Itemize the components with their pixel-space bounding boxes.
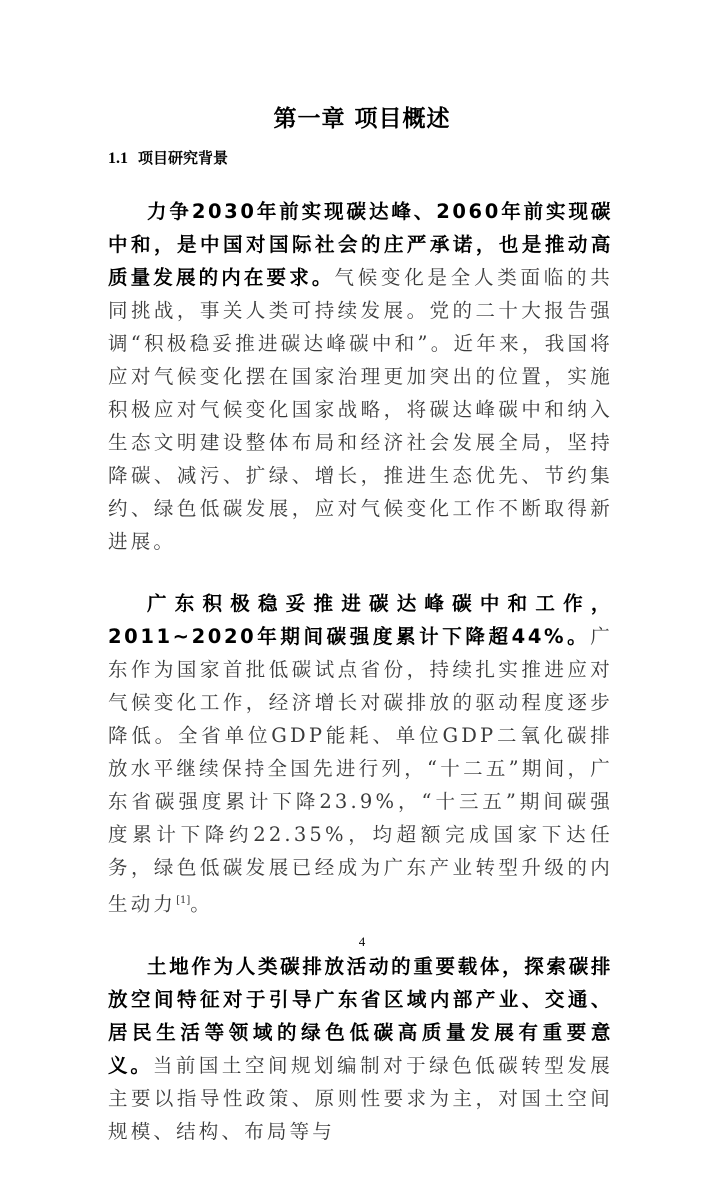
paragraph-guangdong-progress: [108, 587, 613, 921]
paragraph-carbon-goals: [108, 195, 613, 558]
paragraph-land-carbon: [108, 950, 613, 1148]
paragraph-lead-bold: 力争2030年前实现碳达峰、2060年前实现碳中和，是中国对国际社会的庄严承诺，也是推动高质量发展的内在要求。: [108, 200, 613, 289]
document-body: [108, 195, 613, 1177]
section-heading: [108, 147, 228, 168]
section-title: 项目研究背景: [138, 149, 229, 167]
paragraph-text: 广东作为国家首批低碳试点省份，持续扎实推进应对气候变化工作，经济增长对碳排放的驱动程度逐步降低。全省单位GDP能耗、单位GDP二氧化碳排放水平继续保持全国先进行列，“十二五”期间，广东省碳强度累计下降23.9%，“十三五”期间碳强度累计下降约22.35%，均超额完成国家下达任务，绿色低碳发展已经成为广东产业转型升级的内生动力: [108, 625, 613, 916]
paragraph-lead-bold: 土地作为人类碳排放活动的重要载体，探索碳排放空间特征对于引导广东省区域内部产业、交通、居民生活等领域的绿色低碳高质量发展有重要意义。: [108, 954, 613, 1077]
paragraph-text: 气候变化是全人类面临的共同挑战，事关人类可持续发展。党的二十大报告强调“积极稳妥推进碳达峰碳中和”。近年来，我国将应对气候变化摆在国家治理更加突出的位置，实施积极应对气候变化国家战略，将碳达峰碳中和纳入生态文明建设整体布局和经济社会发展全局，坚持降碳、减污、扩绿、增长，推进生态优先、节约集约、绿色低碳发展，应对气候变化工作不断取得新进展。: [108, 266, 613, 553]
chapter-title: 第一章 项目概述: [273, 106, 451, 132]
paragraph-tail: 。: [190, 892, 213, 916]
citation-reference[interactable]: [1]: [176, 895, 191, 906]
paragraph-text: 当前国土空间规划编制对于绿色低碳转型发展主要以指导性政策、原则性要求为主，对国土空间规模、结构、布局等与: [108, 1053, 613, 1143]
page-number: 4: [358, 934, 366, 949]
section-number: 1.1: [108, 150, 128, 167]
paragraph-lead-bold: 广东积极稳妥推进碳达峰碳中和工作，2011~2020年期间碳强度累计下降超44%。: [108, 592, 613, 648]
